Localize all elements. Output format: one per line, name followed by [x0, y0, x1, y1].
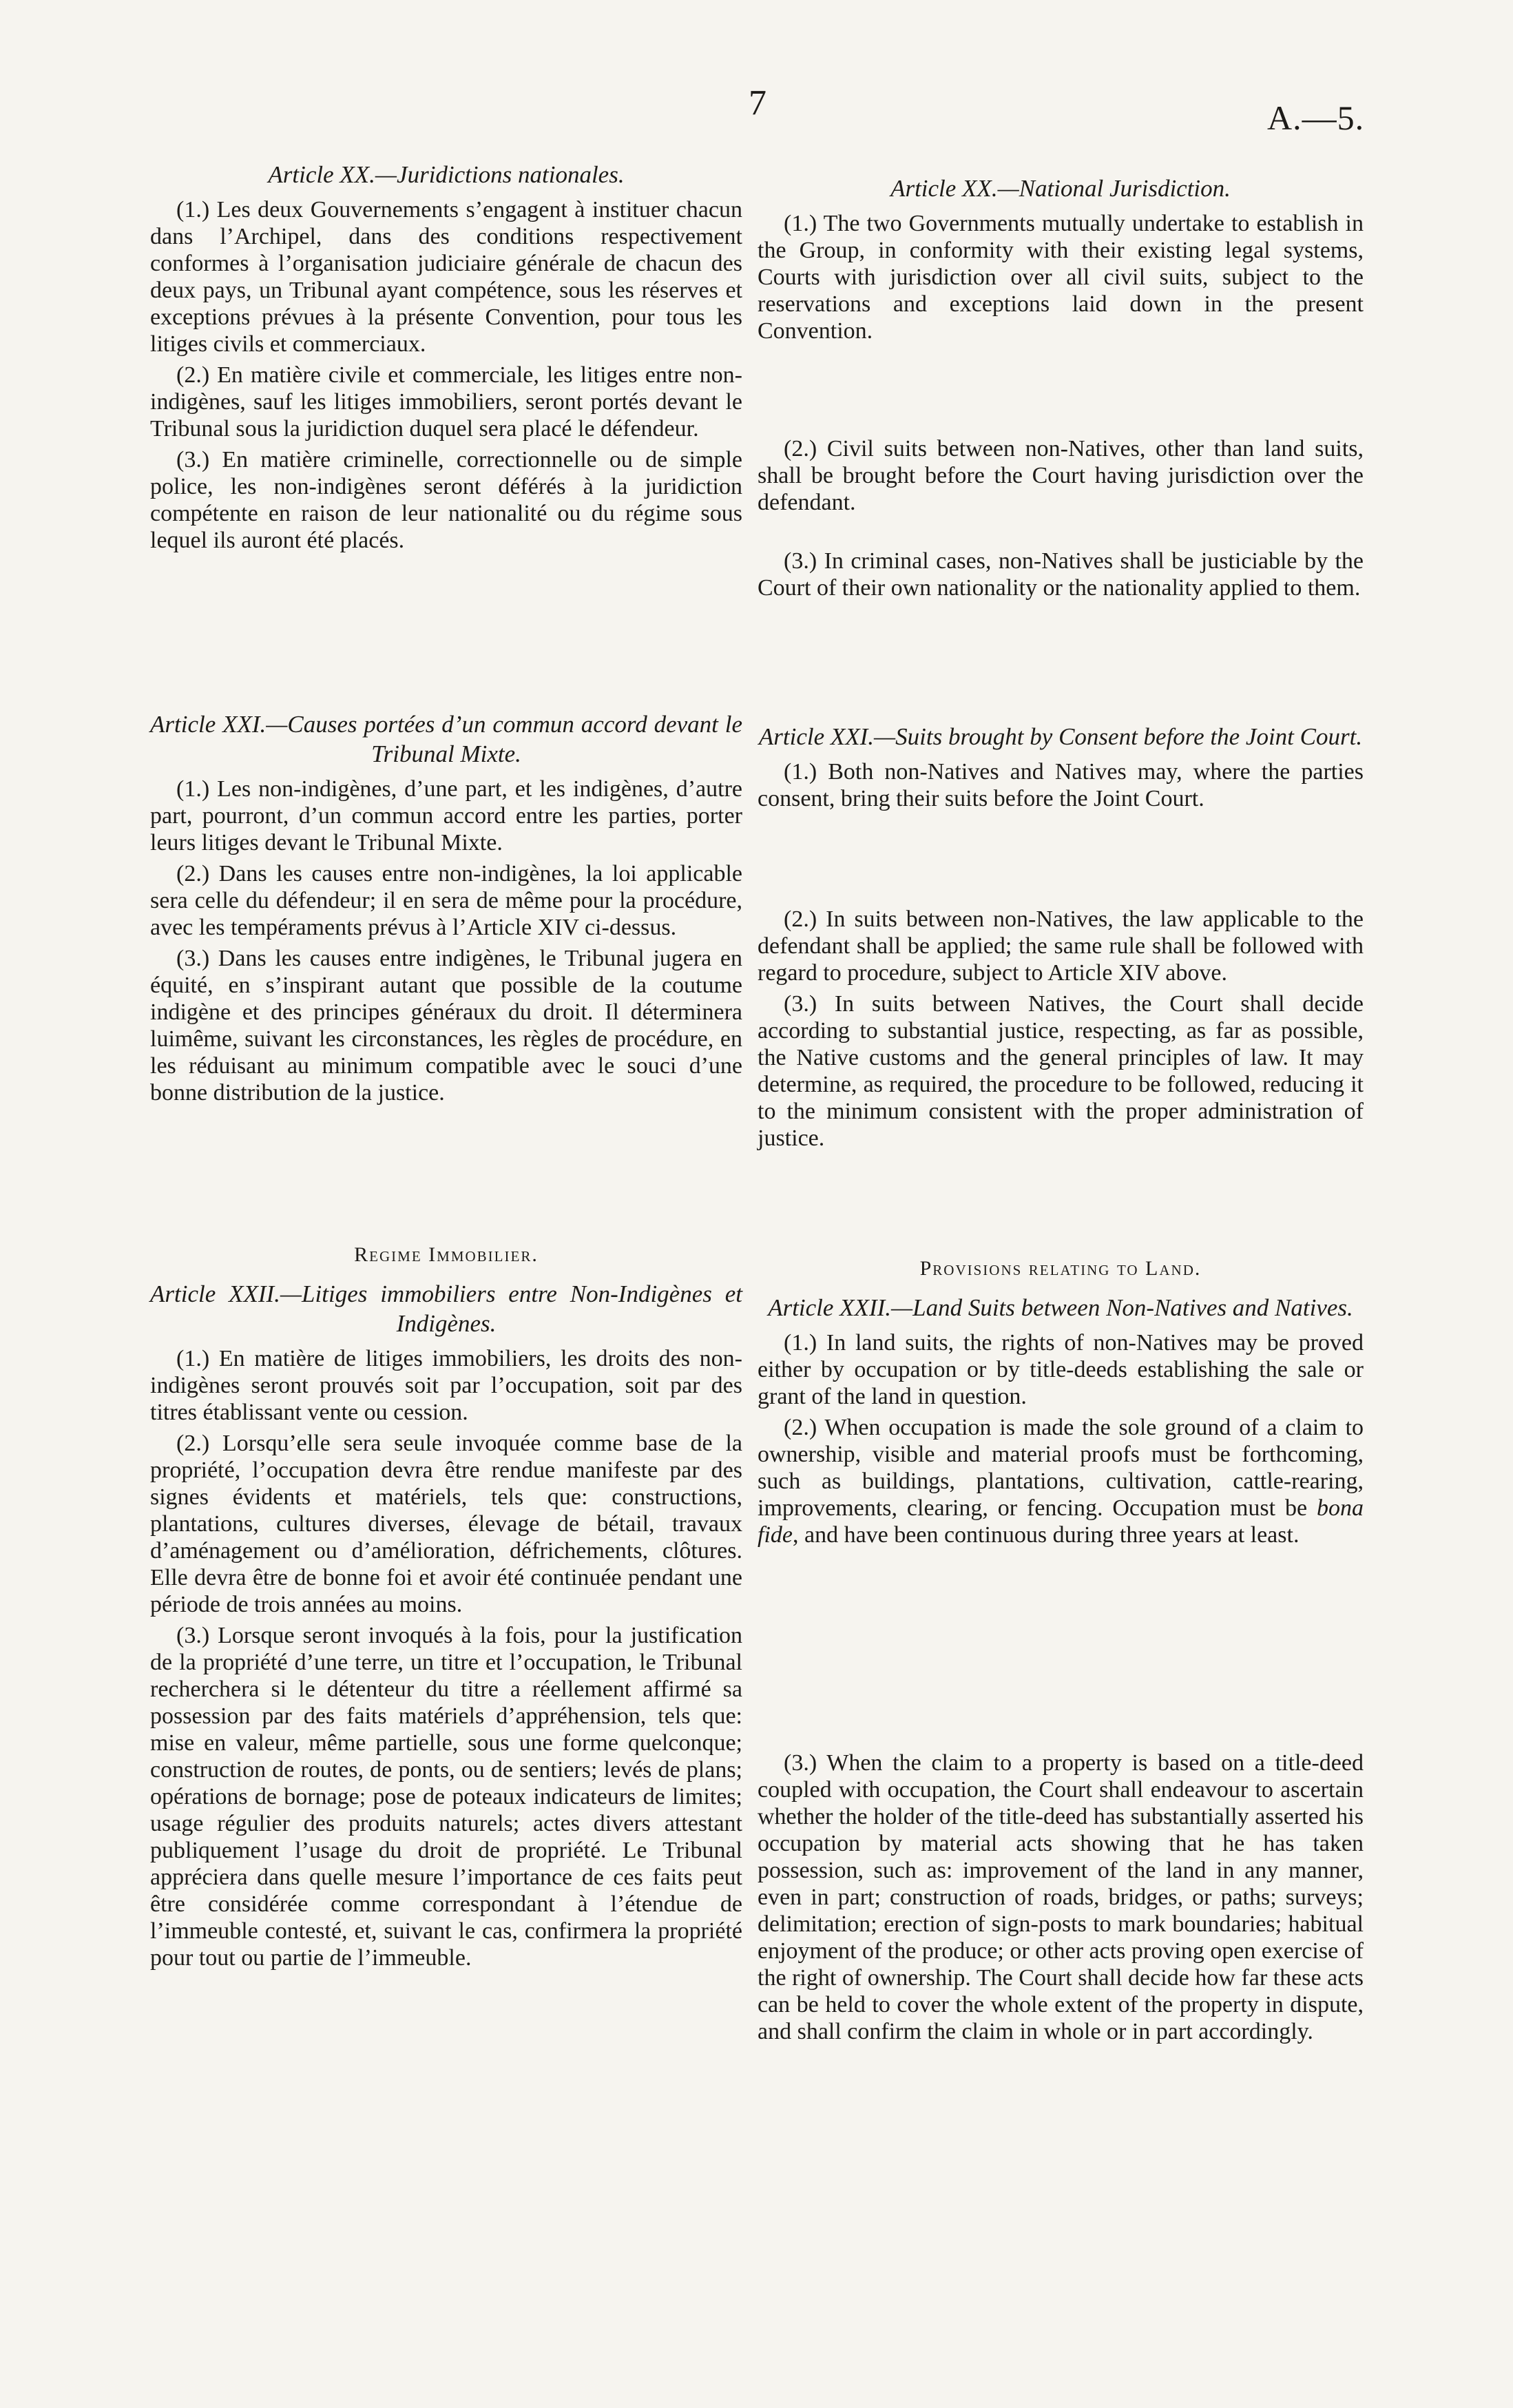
fr-article-22-p1: (1.) En matière de litiges immobiliers, les droits des non-indigènes seront prouvés soit par l’occupation, soit par des titres établissant vente ou cession.: [150, 1346, 742, 1425]
en-article-20-p2: (2.) Civil suits between non-Natives, other than land suits, shall be brought before the Court having jurisdiction over the defendant.: [758, 436, 1364, 515]
en-article-21-p1: (1.) Both non-Natives and Natives may, where the parties consent, bring their suits before the Joint Court.: [758, 759, 1364, 811]
fr-regime-immobilier: [150, 1243, 742, 1975]
en-article-21-cont: [758, 906, 1364, 1156]
en-article-22-p2: [758, 1414, 1364, 1548]
en-article-20-cont: [758, 435, 1364, 520]
en-land-provisions: [758, 1257, 1364, 1553]
en-article-21-p2: (2.) In suits between non-Natives, the law applicable to the defendant shall be applied; the same rule shall be followed with regard to procedure, subject to Article XIV above.: [758, 906, 1364, 986]
fr-article-20-p3: (3.) En matière criminelle, correctionnelle ou de simple police, les non-indigènes seront déférés à la juridiction compétente en raison de leur nationalité ou du régime sous lequel ils auront été placés.: [150, 447, 742, 553]
en-section-title: Provisions relating to Land.: [919, 1257, 1202, 1280]
fr-article-21-p1: (1.) Les non-indigènes, d’une part, et les indigènes, d’autre part, pourront, d’un commun accord entre les parties, porter leurs litiges devant le Tribunal Mixte.: [150, 776, 742, 855]
fr-article-20-p2: (2.) En matière civile et commerciale, les litiges entre non-indigènes, sauf les litiges immobiliers, seront portés devant le Tribunal sous la juridiction duquel sera placé le défendeur.: [150, 362, 742, 442]
en-article-20: [758, 174, 1364, 349]
fr-article-21-p2: (2.) Dans les causes entre non-indigènes, la loi applicable sera celle du défendeur; il en sera de même pour la procédure, avec les tempéraments prévus à l’Article XIV ci-dessus.: [150, 861, 742, 940]
fr-article-22-p3: (3.) Lorsque seront invoqués à la fois, pour la justification de la propriété d’une terre, un titre et l’occupation, le Tribunal recherchera si le détenteur du titre a réellement affirmé sa possession par des faits matériels d’appréhension, tels que: mise en valeur, même partielle, sous une forme quelconque; construction de routes, de ponts, ou de sentiers; levés de plans; opérations de bornage; pose de poteaux indicateurs de limites; usage régulier des produits naturels; actes divers attestant publiquement l’usage du droit de propriété. Le Tribunal appréciera dans quelle mesure l’importance de ces faits peut être considérée comme correspondant à l’étendue de l’immeuble contesté, et, suivant le cas, confirmera la propriété pour tout ou partie de l’immeuble.: [150, 1623, 742, 1971]
fr-article-20-title: Article XX.—Juridictions nationales.: [268, 161, 625, 188]
en-article-22-p2-bona-fide: bona fide: [758, 1495, 1364, 1548]
en-article-22-cont: [758, 1750, 1364, 2049]
fr-article-21-p3: (3.) Dans les causes entre indigènes, le Tribunal jugera en équité, en s’inspirant autant que possible de la coutume indigène et des principes généraux du droit. Il déterminera luimême, suivant les circonstances, les règles de procédure, en les réduisant au minimum compatible avec le souci d’une bonne distribution de la justice.: [150, 946, 742, 1106]
en-article-20-cont2: [758, 548, 1364, 605]
en-article-22-p2-a: (2.) When occupation is made the sole ground of a claim to ownership, visible and material proofs must be forthcoming, such as buildings, plantations, cultivation, cattle-rearing, improvements, clearing, or fencing. Occupation must be: [758, 1415, 1364, 1521]
en-article-22-p1: (1.) In land suits, the rights of non-Natives may be proved either by occupation or by title-deeds establishing the sale or grant of the land in question.: [758, 1330, 1364, 1409]
en-article-22-p2-b: , and have been continuous during three years at least.: [792, 1522, 1300, 1548]
fr-article-22-p2: (2.) Lorsqu’elle sera seule invoquée comme base de la propriété, l’occupation devra être rendue manifeste par des signes évidents et matériels, tels que: constructions, plantations, cultures diverses, élevage de bétail, travaux d’aménagement ou d’amélioration, défrichements, clôtures. Elle devra être de bonne foi et avoir été continuée pendant une période de trois années au moins.: [150, 1431, 742, 1617]
fr-article-20-p1: (1.) Les deux Gouvernements s’engagent à instituer chacun dans l’Archipel, dans des conditions respectivement conformes à l’organisation judiciaire générale de chacun des deux pays, un Tribunal ayant compétence, sous les réserves et exceptions prévues à la présente Convention, pour tous les litiges civils et commerciaux.: [150, 197, 742, 357]
page-number: 7: [749, 83, 766, 123]
en-article-22-p3: (3.) When the claim to a property is based on a title-deed coupled with occupation, the Court shall endeavour to ascertain whether the holder of the title-deed has substantially asserted his occupation by material acts showing that he has taken possession, such as: improvement of the land in any manner, even in part; construction of roads, bridges, or paths; surveys; delimitation; erection of sign-posts to mark boundaries; habitual enjoyment of the produce; or other acts proving open exercise of the right of ownership. The Court shall decide how far these acts can be held to cover the whole extent of the property in dispute, and shall confirm the claim in whole or in part accordingly.: [758, 1750, 1364, 2044]
fr-article-21: [150, 709, 742, 1110]
fr-article-21-title: Article XXI.—Causes portées d’un commun accord devant le Tribunal Mixte.: [150, 711, 742, 767]
en-article-20-p3: (3.) In criminal cases, non-Natives shall be justiciable by the Court of their own nationality or the nationality applied to them.: [758, 548, 1364, 601]
fr-article-20: [150, 160, 742, 558]
en-article-21-p3: (3.) In suits between Natives, the Court shall decide according to substantial justice, respecting, as far as possible, the Native customs and the general principles of law. It may determine, as required, the procedure to be followed, reducing it to the minimum consistent with the proper administration of justice.: [758, 991, 1364, 1151]
en-article-20-p1: (1.) The two Governments mutually undertake to establish in the Group, in conformity with their existing legal systems, Courts with jurisdiction over all civil suits, subject to the reservations and exceptions laid down in the present Convention.: [758, 211, 1364, 344]
en-article-22-title: Article XXII.—Land Suits between Non-Natives and Natives.: [768, 1294, 1353, 1321]
en-article-20-title: Article XX.—National Jurisdiction.: [890, 175, 1231, 202]
fr-section-title: Regime Immobilier.: [354, 1243, 539, 1266]
fr-article-22-title: Article XXII.—Litiges immobiliers entre Non-Indigènes et Indigènes.: [150, 1280, 742, 1337]
en-article-21-title: Article XXI.—Suits brought by Consent before the Joint Court.: [758, 723, 1363, 750]
page-reference: A.—5.: [1267, 98, 1365, 137]
en-article-21: [758, 722, 1364, 816]
